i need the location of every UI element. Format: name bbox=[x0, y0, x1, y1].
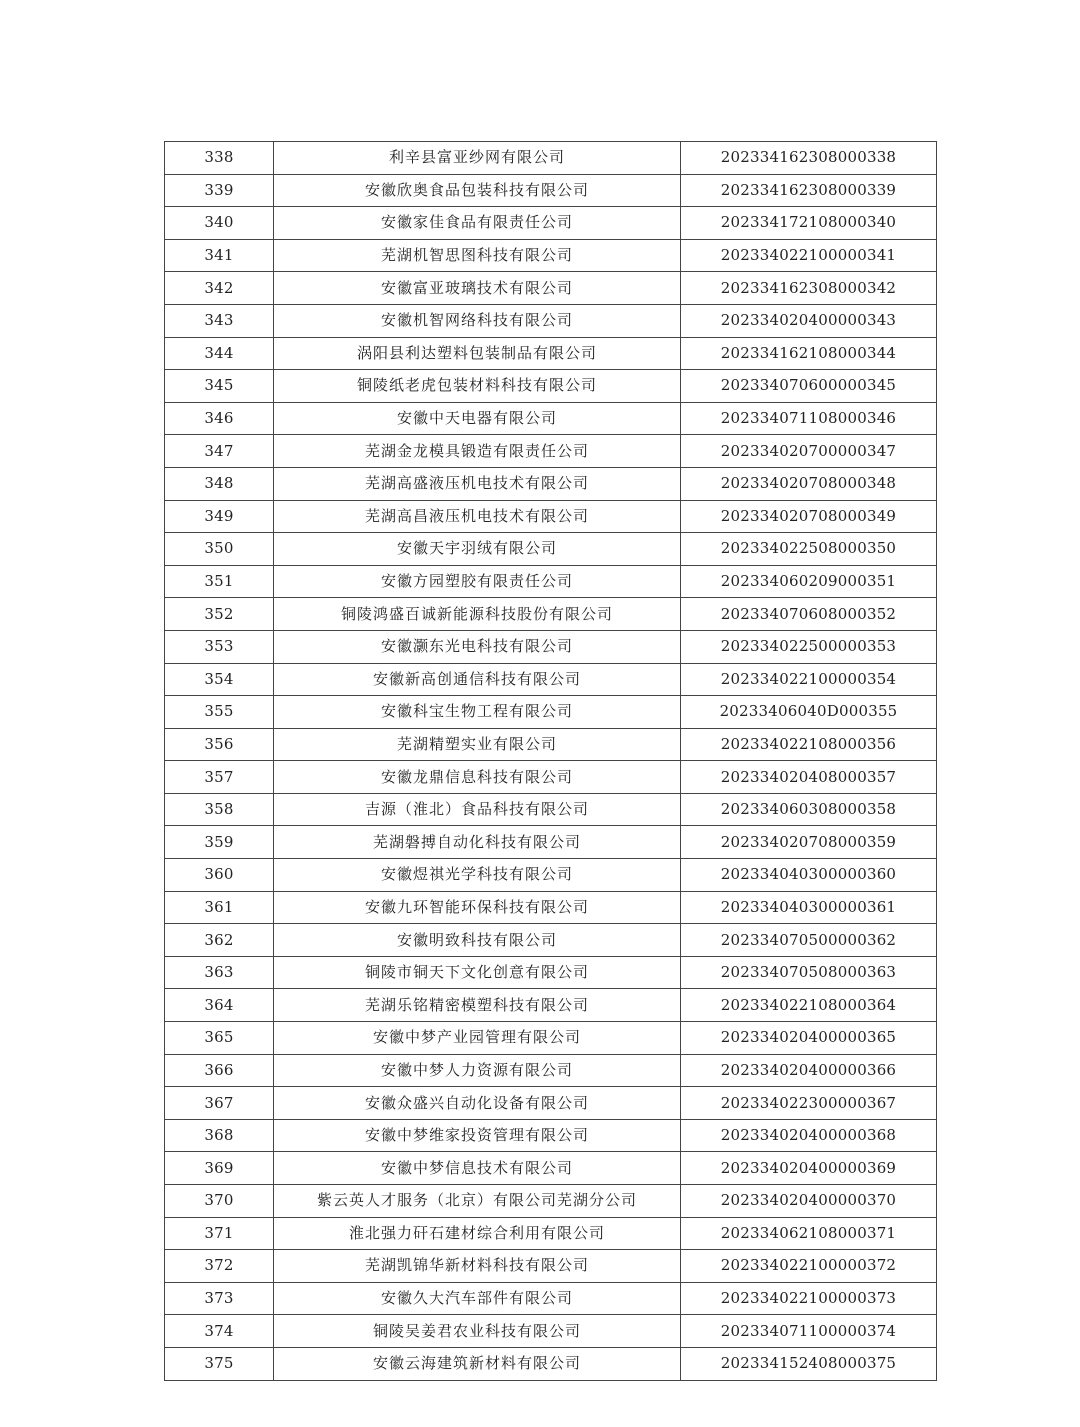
registration-code: 202334022100000341 bbox=[681, 239, 937, 272]
registration-code: 202334152408000375 bbox=[681, 1347, 937, 1380]
registration-code: 202334022100000372 bbox=[681, 1250, 937, 1283]
row-number: 352 bbox=[165, 598, 274, 631]
table-row bbox=[165, 696, 937, 729]
row-number: 375 bbox=[165, 1347, 274, 1380]
row-number: 369 bbox=[165, 1152, 274, 1185]
company-name: 安徽天宇羽绒有限公司 bbox=[274, 533, 681, 566]
table-row bbox=[165, 239, 937, 272]
row-number: 343 bbox=[165, 304, 274, 337]
company-name: 紫云英人才服务（北京）有限公司芜湖分公司 bbox=[274, 1185, 681, 1218]
company-name: 安徽方园塑胶有限责任公司 bbox=[274, 565, 681, 598]
row-number: 363 bbox=[165, 956, 274, 989]
table-row bbox=[165, 1152, 937, 1185]
registration-code: 202334020400000369 bbox=[681, 1152, 937, 1185]
registration-code: 202334070600000345 bbox=[681, 370, 937, 403]
company-name: 安徽灏东光电科技有限公司 bbox=[274, 630, 681, 663]
company-name: 安徽众盛兴自动化设备有限公司 bbox=[274, 1087, 681, 1120]
registration-code: 202334022500000353 bbox=[681, 630, 937, 663]
row-number: 374 bbox=[165, 1315, 274, 1348]
registration-code: 202334162108000344 bbox=[681, 337, 937, 370]
registration-code: 202334020400000343 bbox=[681, 304, 937, 337]
company-name: 芜湖高昌液压机电技术有限公司 bbox=[274, 500, 681, 533]
table-row bbox=[165, 304, 937, 337]
table-row bbox=[165, 956, 937, 989]
table-row bbox=[165, 630, 937, 663]
registration-code: 202334020708000348 bbox=[681, 467, 937, 500]
company-name: 安徽欣奥食品包装科技有限公司 bbox=[274, 174, 681, 207]
table-row bbox=[165, 500, 937, 533]
table-row bbox=[165, 663, 937, 696]
row-number: 349 bbox=[165, 500, 274, 533]
registration-code: 202334020408000357 bbox=[681, 761, 937, 794]
registration-code: 202334060209000351 bbox=[681, 565, 937, 598]
row-number: 351 bbox=[165, 565, 274, 598]
row-number: 364 bbox=[165, 989, 274, 1022]
company-name: 安徽中天电器有限公司 bbox=[274, 402, 681, 435]
row-number: 358 bbox=[165, 793, 274, 826]
table-row bbox=[165, 859, 937, 892]
table-row bbox=[165, 533, 937, 566]
table-row bbox=[165, 1185, 937, 1218]
registration-code: 202334071100000374 bbox=[681, 1315, 937, 1348]
table-row bbox=[165, 1315, 937, 1348]
row-number: 372 bbox=[165, 1250, 274, 1283]
table-row bbox=[165, 1282, 937, 1315]
registration-code: 202334022100000354 bbox=[681, 663, 937, 696]
row-number: 340 bbox=[165, 207, 274, 240]
company-name: 利辛县富亚纱网有限公司 bbox=[274, 142, 681, 175]
registration-code: 20233406040D000355 bbox=[681, 696, 937, 729]
table-row bbox=[165, 924, 937, 957]
company-name: 淮北强力矸石建材综合利用有限公司 bbox=[274, 1217, 681, 1250]
registration-code: 202334020708000359 bbox=[681, 826, 937, 859]
table-row bbox=[165, 435, 937, 468]
row-number: 348 bbox=[165, 467, 274, 500]
row-number: 361 bbox=[165, 891, 274, 924]
table-row bbox=[165, 1217, 937, 1250]
registration-code: 202334172108000340 bbox=[681, 207, 937, 240]
company-name: 安徽云海建筑新材料有限公司 bbox=[274, 1347, 681, 1380]
registration-code: 202334060308000358 bbox=[681, 793, 937, 826]
table-row bbox=[165, 761, 937, 794]
registration-code: 202334070608000352 bbox=[681, 598, 937, 631]
company-name: 安徽科宝生物工程有限公司 bbox=[274, 696, 681, 729]
table-row bbox=[165, 370, 937, 403]
company-name: 安徽中梦人力资源有限公司 bbox=[274, 1054, 681, 1087]
row-number: 371 bbox=[165, 1217, 274, 1250]
table-row bbox=[165, 891, 937, 924]
company-name: 芜湖凯锦华新材料科技有限公司 bbox=[274, 1250, 681, 1283]
company-name: 安徽富亚玻璃技术有限公司 bbox=[274, 272, 681, 305]
company-name: 芜湖乐铭精密模塑科技有限公司 bbox=[274, 989, 681, 1022]
row-number: 354 bbox=[165, 663, 274, 696]
row-number: 342 bbox=[165, 272, 274, 305]
registration-code: 202334022508000350 bbox=[681, 533, 937, 566]
registration-code: 202334071108000346 bbox=[681, 402, 937, 435]
company-name: 安徽煜祺光学科技有限公司 bbox=[274, 859, 681, 892]
company-name: 安徽久大汽车部件有限公司 bbox=[274, 1282, 681, 1315]
registration-code: 202334040300000361 bbox=[681, 891, 937, 924]
company-name: 安徽家佳食品有限责任公司 bbox=[274, 207, 681, 240]
row-number: 339 bbox=[165, 174, 274, 207]
registration-code: 202334020400000366 bbox=[681, 1054, 937, 1087]
registration-code: 202334162308000338 bbox=[681, 142, 937, 175]
row-number: 346 bbox=[165, 402, 274, 435]
company-name: 安徽中梦信息技术有限公司 bbox=[274, 1152, 681, 1185]
registration-code: 202334020708000349 bbox=[681, 500, 937, 533]
company-name: 安徽中梦产业园管理有限公司 bbox=[274, 1022, 681, 1055]
table-row bbox=[165, 174, 937, 207]
table-row bbox=[165, 1119, 937, 1152]
company-name: 安徽九环智能环保科技有限公司 bbox=[274, 891, 681, 924]
row-number: 362 bbox=[165, 924, 274, 957]
table-row bbox=[165, 1087, 937, 1120]
company-name: 安徽龙鼎信息科技有限公司 bbox=[274, 761, 681, 794]
registration-code: 202334022108000364 bbox=[681, 989, 937, 1022]
table-row bbox=[165, 1022, 937, 1055]
company-name: 安徽明致科技有限公司 bbox=[274, 924, 681, 957]
company-name: 吉源（淮北）食品科技有限公司 bbox=[274, 793, 681, 826]
row-number: 373 bbox=[165, 1282, 274, 1315]
table-row bbox=[165, 467, 937, 500]
row-number: 355 bbox=[165, 696, 274, 729]
company-registry-table bbox=[164, 141, 937, 1381]
table-row bbox=[165, 142, 937, 175]
table-row bbox=[165, 402, 937, 435]
registration-code: 202334162308000339 bbox=[681, 174, 937, 207]
row-number: 344 bbox=[165, 337, 274, 370]
table-row bbox=[165, 565, 937, 598]
table-row bbox=[165, 207, 937, 240]
table-row bbox=[165, 728, 937, 761]
company-name: 安徽机智网络科技有限公司 bbox=[274, 304, 681, 337]
row-number: 353 bbox=[165, 630, 274, 663]
table-row bbox=[165, 826, 937, 859]
company-name: 安徽新高创通信科技有限公司 bbox=[274, 663, 681, 696]
registration-code: 202334022100000373 bbox=[681, 1282, 937, 1315]
company-name: 安徽中梦维家投资管理有限公司 bbox=[274, 1119, 681, 1152]
row-number: 341 bbox=[165, 239, 274, 272]
registration-code: 202334020400000370 bbox=[681, 1185, 937, 1218]
company-name: 铜陵纸老虎包装材料科技有限公司 bbox=[274, 370, 681, 403]
table-row bbox=[165, 272, 937, 305]
row-number: 345 bbox=[165, 370, 274, 403]
company-name: 芜湖磐搏自动化科技有限公司 bbox=[274, 826, 681, 859]
table-body bbox=[165, 142, 937, 1381]
row-number: 367 bbox=[165, 1087, 274, 1120]
registration-code: 202334022300000367 bbox=[681, 1087, 937, 1120]
company-name: 芜湖金龙模具锻造有限责任公司 bbox=[274, 435, 681, 468]
registration-code: 202334020400000365 bbox=[681, 1022, 937, 1055]
registration-code: 202334070500000362 bbox=[681, 924, 937, 957]
row-number: 357 bbox=[165, 761, 274, 794]
registration-code: 202334040300000360 bbox=[681, 859, 937, 892]
company-name: 铜陵市铜天下文化创意有限公司 bbox=[274, 956, 681, 989]
row-number: 370 bbox=[165, 1185, 274, 1218]
row-number: 360 bbox=[165, 859, 274, 892]
registration-code: 202334020700000347 bbox=[681, 435, 937, 468]
table-row bbox=[165, 1250, 937, 1283]
row-number: 347 bbox=[165, 435, 274, 468]
registration-code: 202334062108000371 bbox=[681, 1217, 937, 1250]
table-row bbox=[165, 598, 937, 631]
row-number: 356 bbox=[165, 728, 274, 761]
company-name: 铜陵吴姜君农业科技有限公司 bbox=[274, 1315, 681, 1348]
company-name: 涡阳县利达塑料包装制品有限公司 bbox=[274, 337, 681, 370]
company-name: 铜陵鸿盛百诚新能源科技股份有限公司 bbox=[274, 598, 681, 631]
table-row bbox=[165, 989, 937, 1022]
table-row bbox=[165, 1347, 937, 1380]
table-row bbox=[165, 793, 937, 826]
registration-code: 202334020400000368 bbox=[681, 1119, 937, 1152]
company-name: 芜湖精塑实业有限公司 bbox=[274, 728, 681, 761]
row-number: 338 bbox=[165, 142, 274, 175]
row-number: 366 bbox=[165, 1054, 274, 1087]
row-number: 368 bbox=[165, 1119, 274, 1152]
registration-code: 202334162308000342 bbox=[681, 272, 937, 305]
table-row bbox=[165, 1054, 937, 1087]
table-row bbox=[165, 337, 937, 370]
company-name: 芜湖高盛液压机电技术有限公司 bbox=[274, 467, 681, 500]
row-number: 350 bbox=[165, 533, 274, 566]
row-number: 359 bbox=[165, 826, 274, 859]
registration-code: 202334022108000356 bbox=[681, 728, 937, 761]
row-number: 365 bbox=[165, 1022, 274, 1055]
company-name: 芜湖机智思图科技有限公司 bbox=[274, 239, 681, 272]
registration-code: 202334070508000363 bbox=[681, 956, 937, 989]
